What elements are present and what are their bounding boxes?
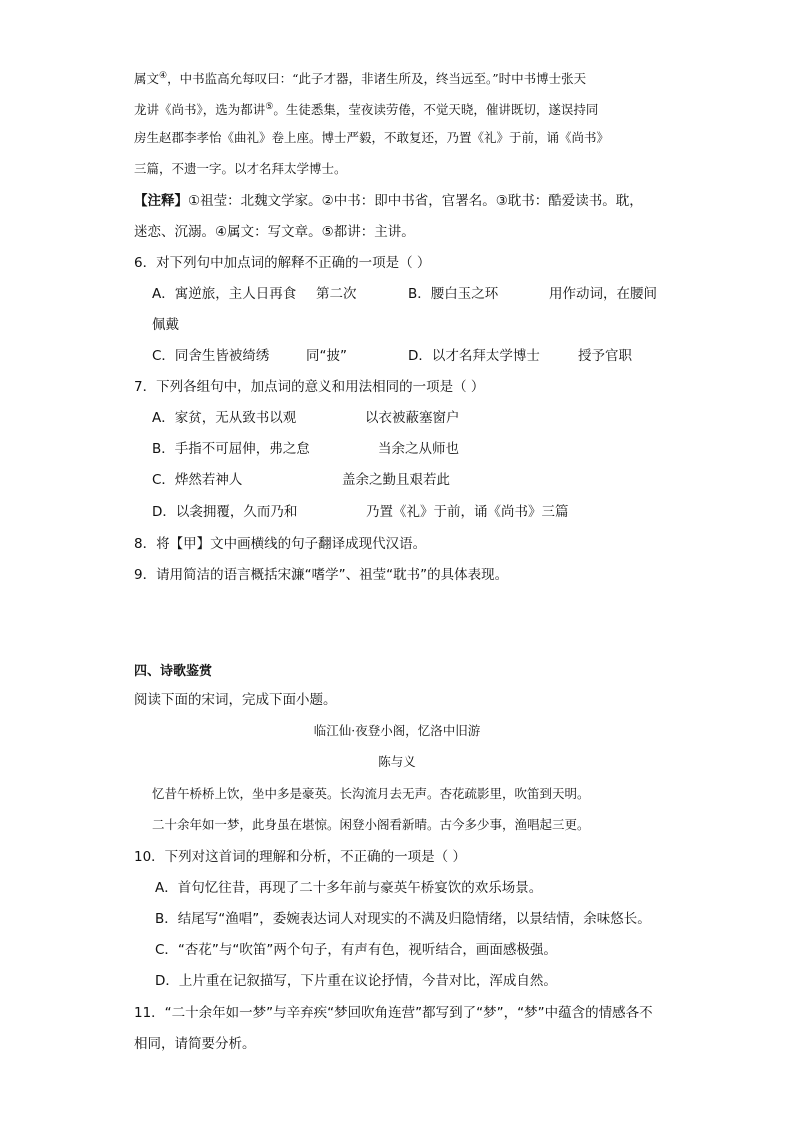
- poem-line-2: 二十余年如一梦，此身虽在堪惊。闲登小阁看新晴。古今多少事，渔唱起三更。: [152, 817, 590, 832]
- q11-stem-1: 11．“二十余年如一梦”与辛弃疾“梦回吹角连营”都写到了“梦”，“梦”中蕴含的情感各不: [134, 1005, 653, 1021]
- footnote-marker-5: ⑤: [265, 102, 274, 112]
- q7-option-c-2: 盖余之勤且艰若此: [342, 472, 450, 488]
- q10-option-b: B．结尾写“渔唱”，委婉表达词人对现实的不满及归隐情绪，以景结情，余味悠长。: [155, 911, 651, 927]
- q6-option-c-gloss: 同“披”: [306, 348, 347, 364]
- q8-stem: 8．将【甲】文中画横线的句子翻译成现代汉语。: [134, 536, 427, 552]
- section-heading: 四、诗歌鉴赏: [134, 664, 213, 679]
- q7-option-b-1: B．手指不可屈伸，弗之怠: [152, 441, 310, 457]
- q11-stem-2: 相同，请简要分析。: [134, 1036, 256, 1052]
- passage-line-1-b: ，中书监高允每叹曰：“此子才器，非诸生所及，终当远至。”时中书博士张天: [167, 71, 587, 87]
- q6-option-d-gloss: 授予官职: [578, 348, 632, 364]
- passage-line-1-a: 属文: [134, 71, 160, 87]
- poem-title: 临江仙·夜登小阁，忆洛中旧游: [313, 723, 481, 738]
- passage-line-3: 房生赵郡李孝怡《曲礼》卷上座。博士严毅，不敢复还，乃置《礼》于前，诵《尚书》: [134, 130, 610, 145]
- q7-option-c-1: C．烨然若神人: [152, 472, 243, 488]
- passage-line-2-b: 。生徒悉集，莹夜读劳倦，不觉天晓，催讲既切，遂误持同: [273, 102, 599, 118]
- notes-line-2: 迷恋、沉溺。④属文：写文章。⑤都讲：主讲。: [134, 224, 415, 240]
- passage-line-2: [134, 97, 598, 120]
- q6-stem: 6．对下列句中加点词的解释不正确的一项是（ ）: [134, 255, 431, 271]
- q7-option-d-1: D．以衾拥覆，久而乃和: [152, 504, 298, 520]
- section-intro: 阅读下面的宋词，完成下面小题。: [134, 692, 337, 708]
- passage-line-1: [134, 66, 586, 89]
- footnote-marker-4: ④: [159, 71, 168, 81]
- notes-text-1: ①祖莹：北魏文学家。②中书：即中书省，官署名。③耽书：酷爱读书。耽，: [188, 193, 643, 209]
- q9-stem: 9．请用简洁的语言概括宋濂“嗜学”、祖莹“耽书”的具体表现。: [134, 567, 509, 583]
- q6-option-b-gloss: 用作动词，在腰间: [549, 286, 657, 302]
- poem-author: 陈与义: [378, 754, 416, 769]
- q7-option-d-2: 乃置《礼》于前，诵《尚书》三篇: [366, 504, 569, 520]
- q6-option-a: A．寓逆旅，主人日再食: [152, 286, 297, 302]
- notes-label: 【注释】: [134, 193, 188, 209]
- q7-stem: 7．下列各组句中，加点词的意义和用法相同的一项是（ ）: [134, 379, 485, 395]
- q10-option-c: C．“杏花”与“吹笛”两个句子，有声有色，视听结合，画面感极强。: [155, 942, 557, 958]
- q6-option-b: B．腰白玉之环: [408, 286, 499, 302]
- q7-option-a-2: 以衣被蔽塞窗户: [365, 410, 460, 426]
- notes-line-1: [134, 191, 643, 211]
- q10-stem: 10．下列对这首词的理解和分析，不正确的一项是（ ）: [134, 849, 466, 865]
- poem-line-1: 忆昔午桥桥上饮，坐中多是豪英。长沟流月去无声。杏花疏影里，吹笛到天明。: [152, 786, 590, 801]
- q10-option-a: A．首句忆往昔，再现了二十多年前与豪英午桥宴饮的欢乐场景。: [155, 880, 543, 896]
- q10-option-d: D．上片重在记叙描写，下片重在议论抒情，今昔对比，浑成自然。: [155, 973, 557, 989]
- q6-option-b-gloss-cont: 佩戴: [152, 317, 179, 333]
- q6-option-a-gloss: 第二次: [316, 286, 357, 302]
- q7-option-a-1: A．家贫，无从致书以观: [152, 410, 297, 426]
- q6-option-d: D．以才名拜太学博士: [408, 348, 540, 364]
- q6-option-c: C．同舍生皆被绮绣: [152, 348, 270, 364]
- passage-line-2-a: 龙讲《尚书》，选为都讲: [134, 102, 266, 118]
- q7-option-b-2: 当余之从师也: [378, 441, 459, 457]
- passage-line-4: 三篇，不遗一字。以才名拜太学博士。: [134, 161, 347, 176]
